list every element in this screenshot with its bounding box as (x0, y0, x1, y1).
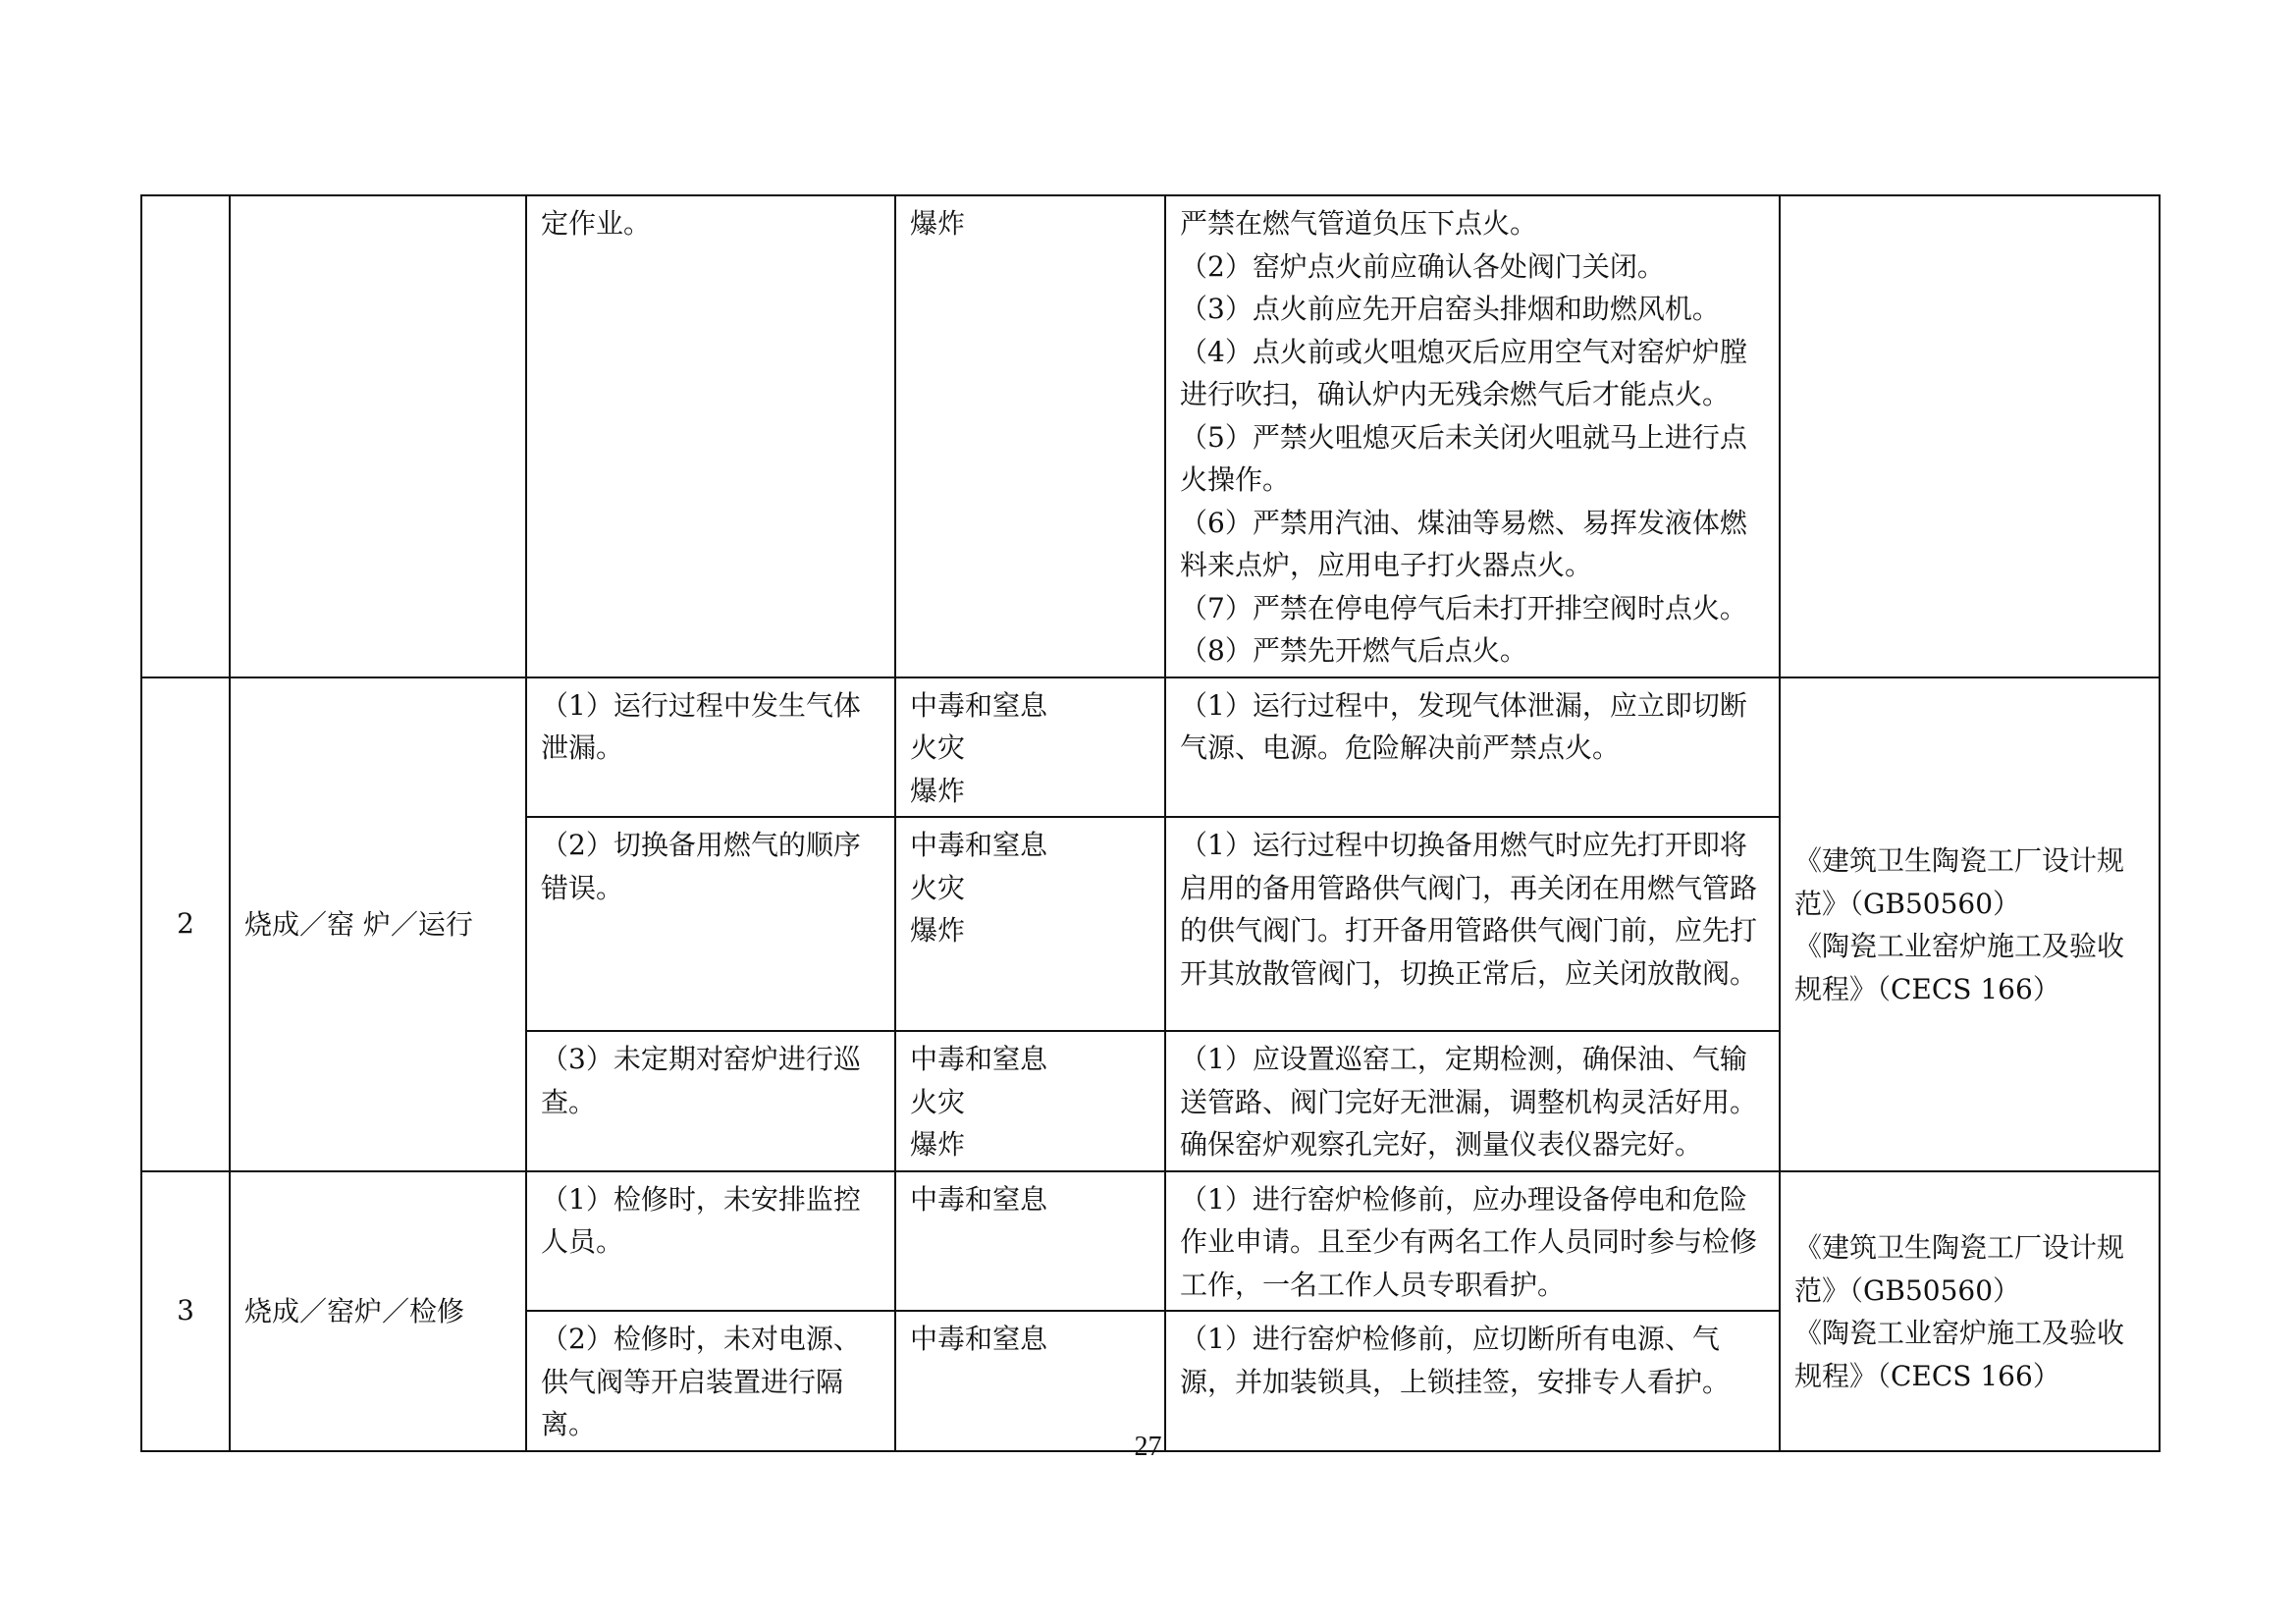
task-name: 烧成／窑炉／检修 (244, 1295, 465, 1328)
effect-item: 中毒和窒息 (910, 1043, 1048, 1075)
effect-cell (895, 817, 1165, 1031)
measure-cell (1165, 677, 1780, 818)
measure-item: 严禁在燃气管道负压下点火。 (1180, 207, 1538, 240)
hazard-cell (526, 677, 895, 818)
task-cell (230, 1171, 526, 1451)
measure-item: （1）应设置巡窑工，定期检测，确保油、气输送管路、阀门完好无泄漏，调整机构灵活好用。确保窑炉观察孔完好，测量仪表仪器完好。 (1180, 1043, 1758, 1161)
basis-cell (1780, 1171, 2160, 1451)
table-row (141, 677, 2160, 818)
effect-item: 爆炸 (910, 207, 966, 240)
effect-item: 爆炸 (910, 914, 966, 947)
table-row (141, 1171, 2160, 1312)
effect-item: 火灾 (910, 1085, 966, 1118)
effect-item: 火灾 (910, 731, 966, 764)
effect-item: 中毒和窒息 (910, 688, 1048, 722)
measure-item: （1）运行过程中，发现气体泄漏，应立即切断气源、电源。危险解决前严禁点火。 (1180, 688, 1747, 764)
hazard-cell (526, 1171, 895, 1312)
basis-item: 《陶瓷工业窑炉施工及验收规程》（CECS 166） (1794, 930, 2125, 1005)
measure-item: （1）进行窑炉检修前，应办理设备停电和危险作业申请。且至少有两名工作人员同时参与检修工作，一名工作人员专职看护。 (1180, 1182, 1758, 1301)
measure-item: （7）严禁在停电停气后未打开排空阀时点火。 (1180, 591, 1747, 624)
hazard-cell (526, 1031, 895, 1171)
effect-cell (895, 1171, 1165, 1312)
basis-cell (1780, 677, 2160, 1171)
effect-cell (895, 1311, 1165, 1451)
row-number: 3 (177, 1294, 194, 1327)
task-name: 烧成／窑 炉／运行 (244, 908, 473, 942)
effect-cell (895, 195, 1165, 677)
effect-item: 爆炸 (910, 1128, 966, 1161)
hazard-cell (526, 195, 895, 677)
hazard-text: （1）检修时，未安排监控人员。 (541, 1182, 861, 1258)
effect-item: 中毒和窒息 (910, 1182, 1048, 1216)
hazard-cell (526, 817, 895, 1031)
hazard-text: 定作业。 (541, 207, 652, 240)
effect-cell (895, 1031, 1165, 1171)
measure-cell (1165, 817, 1780, 1031)
measure-item: （1）运行过程中切换备用燃气时应先打开即将启用的备用管路供气阀门，再关闭在用燃气管路的供气阀门。打开备用管路供气阀门前，应先打开其放散管阀门，切换正常后，应关闭放散阀。 (1180, 829, 1758, 990)
measure-cell (1165, 1171, 1780, 1312)
effect-item: 中毒和窒息 (910, 1323, 1048, 1355)
hazard-text: （2）检修时，未对电源、供气阀等开启装置进行隔离。 (541, 1323, 861, 1440)
measure-item: （8）严禁先开燃气后点火。 (1180, 634, 1527, 667)
measure-item: （6）严禁用汽油、煤油等易燃、易挥发液体燃料来点炉，应用电子打火器点火。 (1180, 506, 1747, 581)
measure-cell (1165, 195, 1780, 677)
measure-item: （1）进行窑炉检修前，应切断所有电源、气源，并加装锁具，上锁挂签，安排专人看护。 (1180, 1323, 1731, 1398)
task-cell (230, 677, 526, 1171)
row-number-cell (141, 1171, 230, 1451)
effect-item: 爆炸 (910, 774, 966, 807)
measure-cell (1165, 1311, 1780, 1451)
hazard-table (140, 194, 2161, 1452)
table-row (141, 195, 2160, 677)
hazard-text: （3）未定期对窑炉进行巡查。 (541, 1043, 861, 1118)
basis-item: 《建筑卫生陶瓷工厂设计规范》（GB50560） (1794, 1231, 2125, 1307)
task-cell (230, 195, 526, 677)
hazard-text: （1）运行过程中发生气体泄漏。 (541, 688, 861, 764)
hazard-text: （2）切换备用燃气的顺序错误。 (541, 829, 861, 904)
page-number: 27 (1134, 1432, 1162, 1462)
basis-item: 《建筑卫生陶瓷工厂设计规范》（GB50560） (1794, 844, 2125, 920)
hazard-cell (526, 1311, 895, 1451)
effect-cell (895, 677, 1165, 818)
measure-item: （4）点火前或火咀熄灭后应用空气对窑炉炉膛进行吹扫，确认炉内无残余燃气后才能点火。 (1180, 335, 1747, 410)
row-number: 2 (177, 907, 194, 941)
measure-item: （5）严禁火咀熄灭后未关闭火咀就马上进行点火操作。 (1180, 420, 1747, 496)
measure-item: （2）窑炉点火前应确认各处阀门关闭。 (1180, 249, 1665, 283)
basis-item: 《陶瓷工业窑炉施工及验收规程》（CECS 166） (1794, 1317, 2125, 1392)
row-number-cell (141, 677, 230, 1171)
row-number-cell (141, 195, 230, 677)
measure-cell (1165, 1031, 1780, 1171)
effect-item: 火灾 (910, 871, 966, 904)
basis-cell (1780, 195, 2160, 677)
measure-item: （3）点火前应先开启窑头排烟和助燃风机。 (1180, 293, 1720, 325)
effect-item: 中毒和窒息 (910, 829, 1048, 861)
